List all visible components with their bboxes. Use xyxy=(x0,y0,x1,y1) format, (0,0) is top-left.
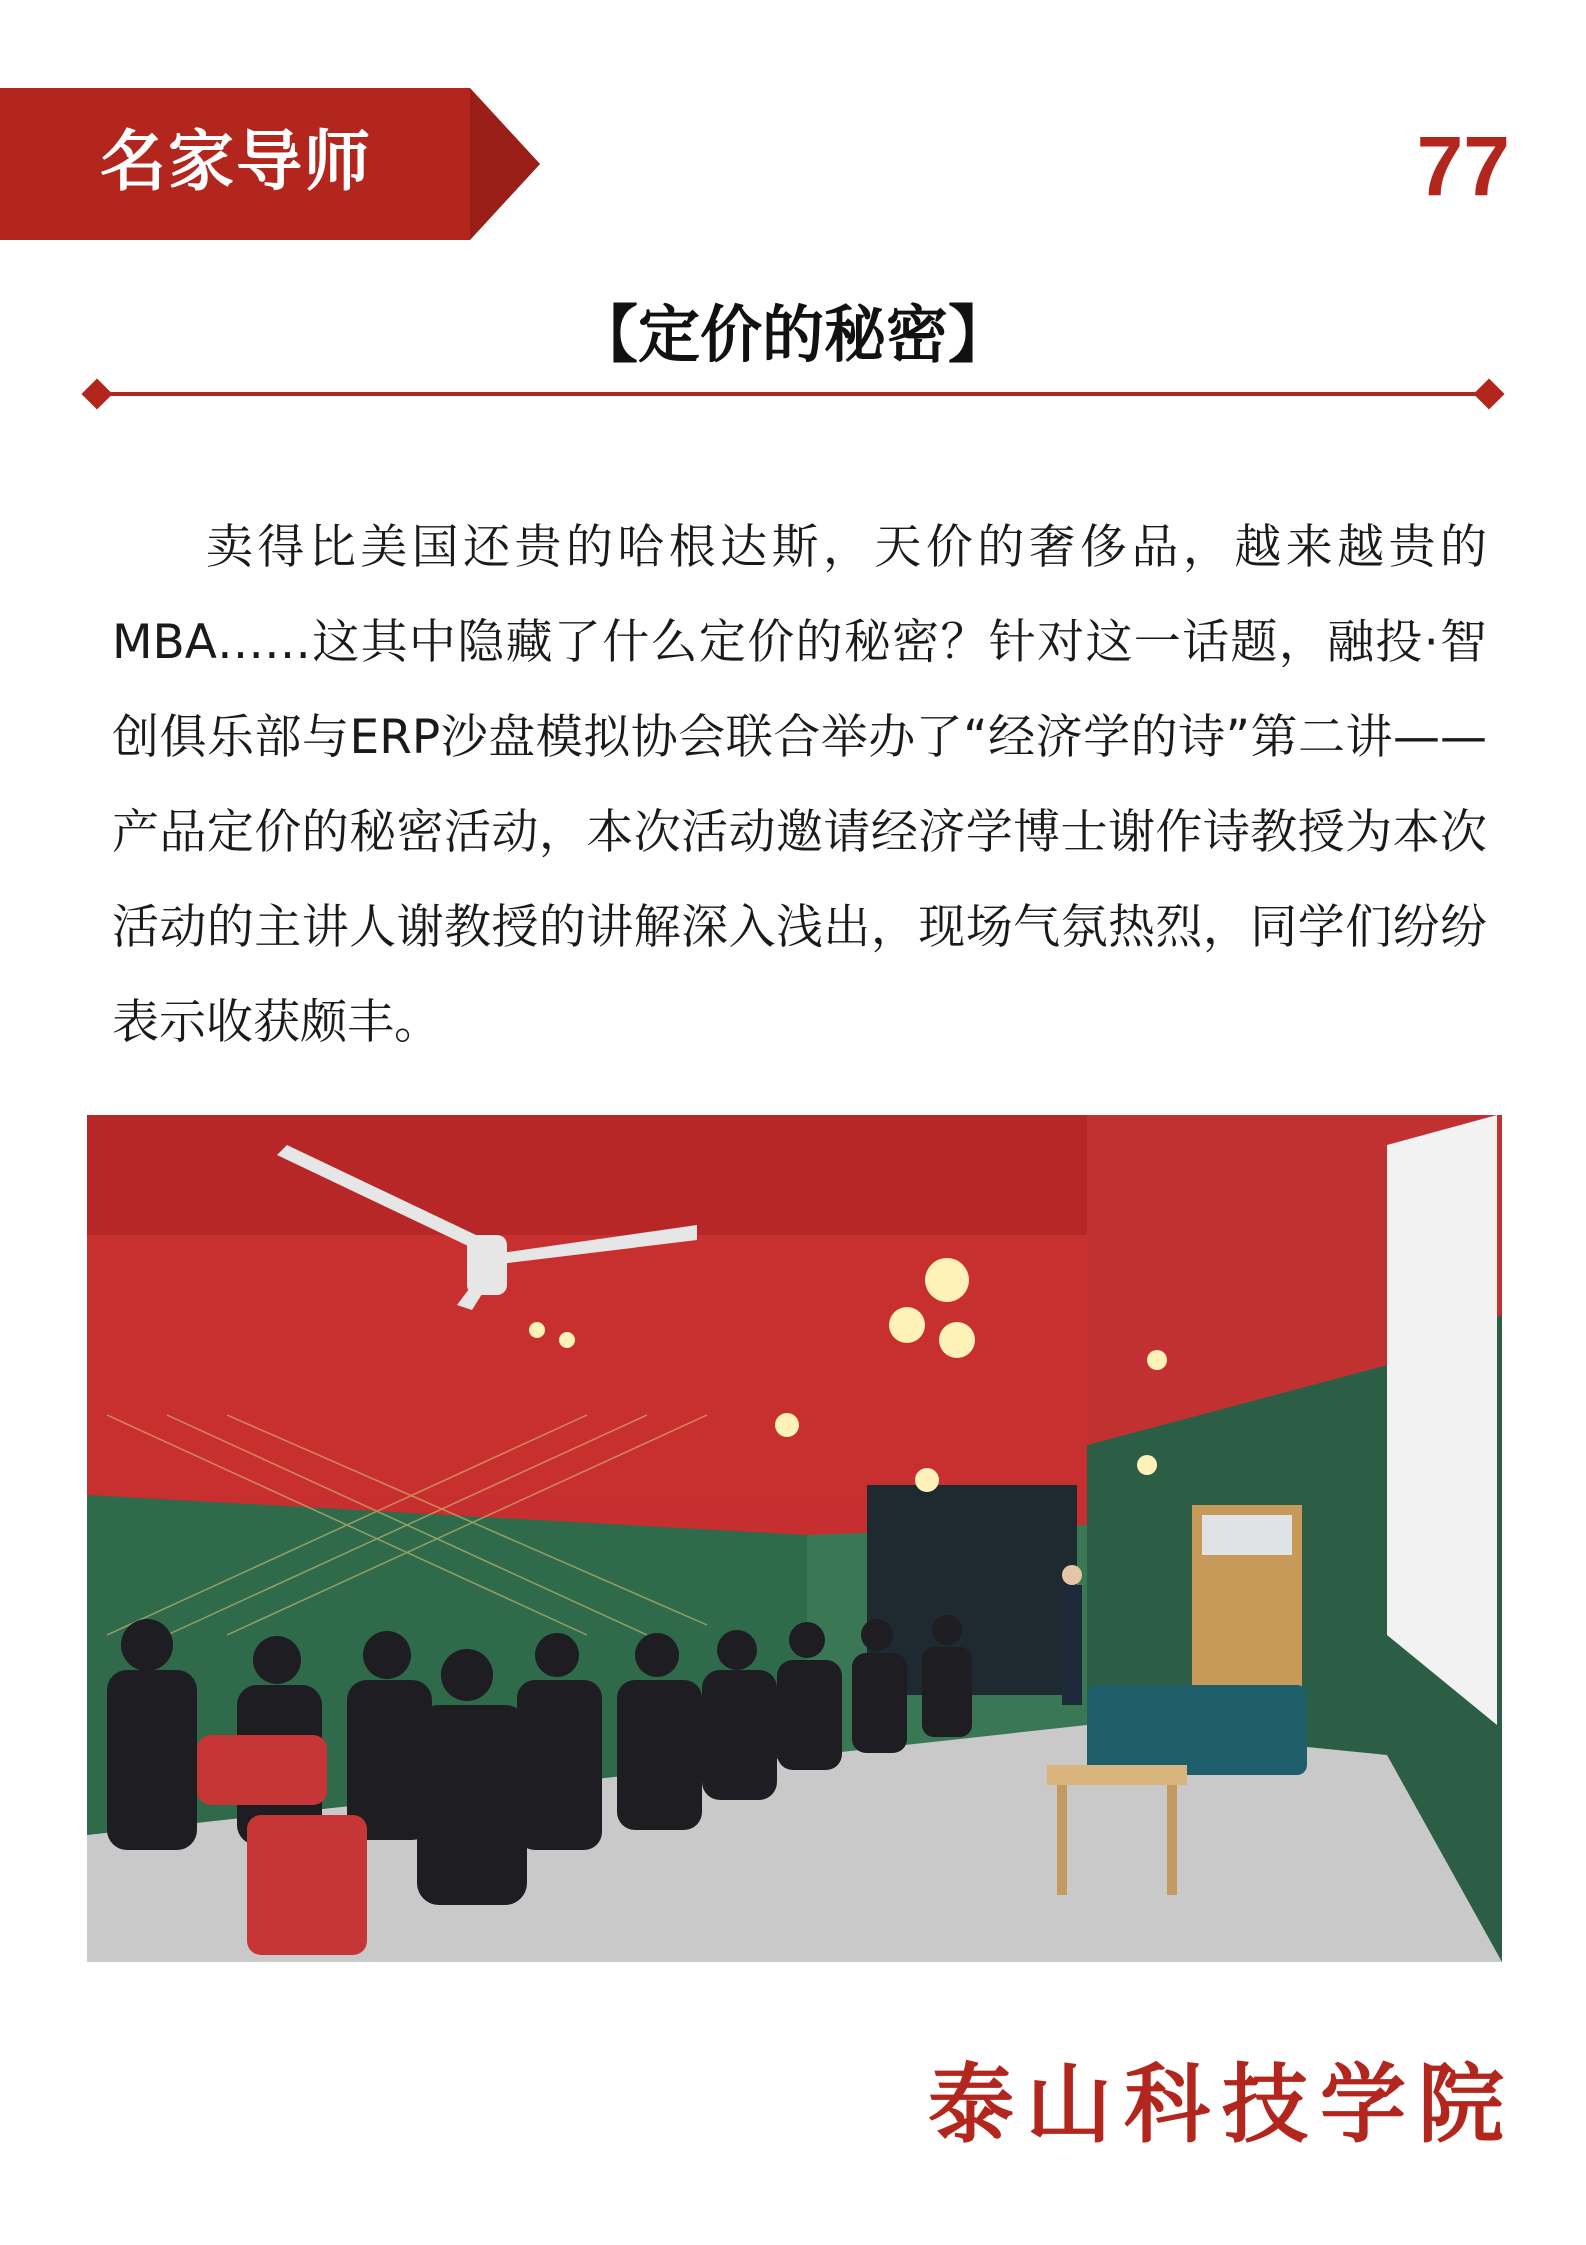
article-body: 卖得比美国还贵的哈根达斯，天价的奢侈品，越来越贵的MBA……这其中隐藏了什么定价的秘密？针对这一话题，融投·智创俱乐部与ERP沙盘模拟协会联合举办了“经济学的诗”第二讲——产品定价的秘密活动，本次活动邀请经济学博士谢作诗教授为本次活动的主讲人谢教授的讲解深入浅出，现场气氛热烈，同学们纷纷表示收获颇丰。 xyxy=(112,520,1487,1050)
page-number: 77 xyxy=(1416,119,1510,213)
school-name: 泰山科技学院 xyxy=(928,2054,1516,2155)
title-divider xyxy=(95,392,1490,396)
divider-diamond-right-icon xyxy=(1473,378,1504,409)
event-photo xyxy=(87,1115,1502,1962)
section-title: 名家导师 xyxy=(100,123,372,200)
article-title: 【定价的秘密】 xyxy=(575,298,1010,371)
divider-diamond-left-icon xyxy=(81,378,112,409)
